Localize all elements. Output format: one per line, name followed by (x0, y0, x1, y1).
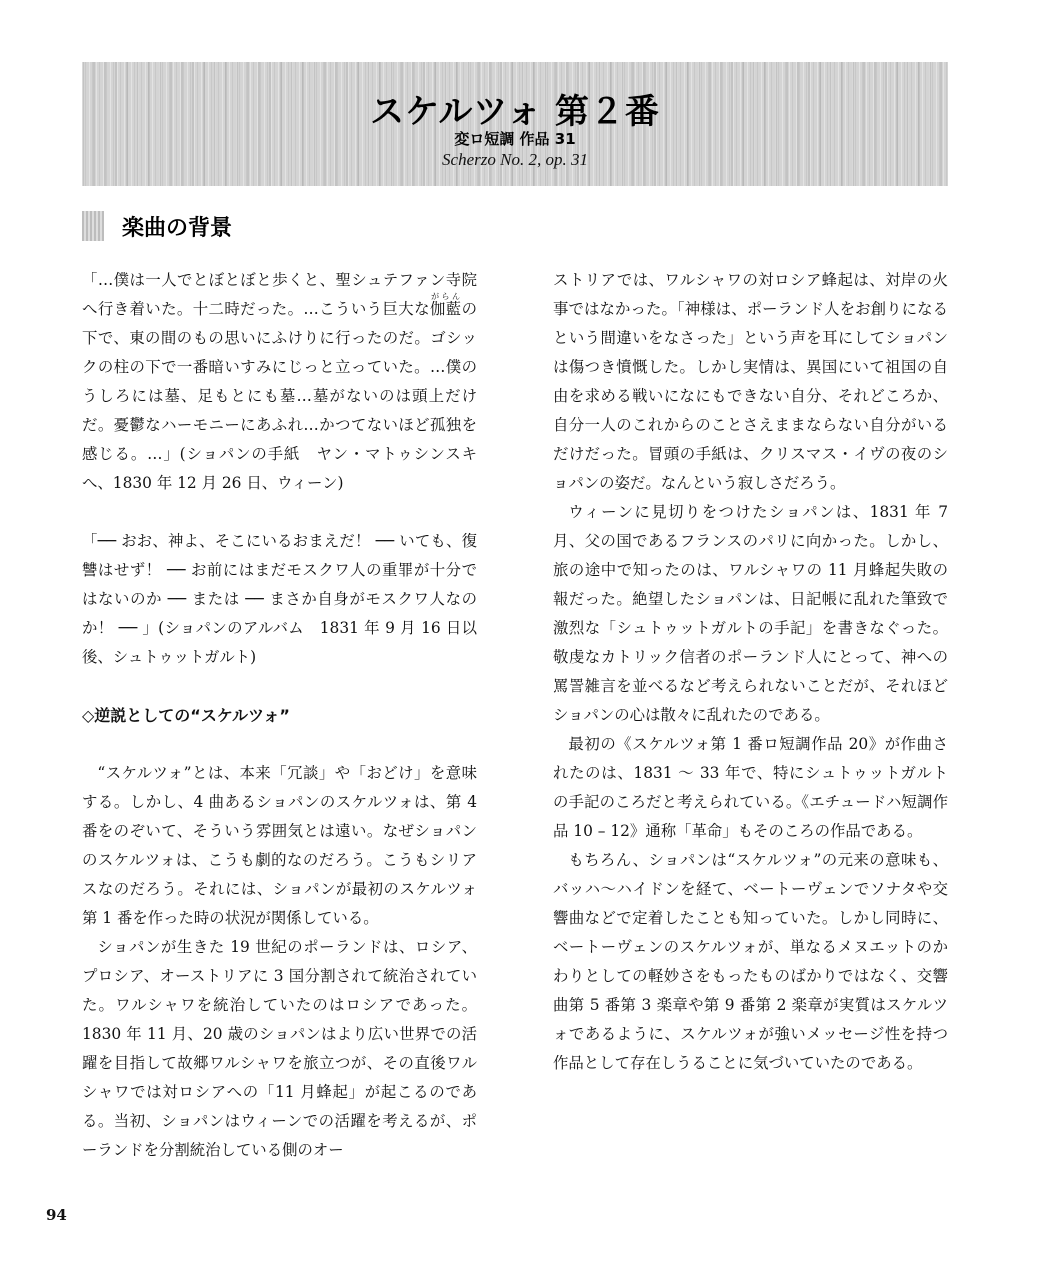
quote-letter-part2: の下で、東の間のもの思いにふけりに行ったのだ。ゴシックの柱の下で一番暗いすみにじっと立っていた。…僕のうしろには墓、足もとにも墓…墓がないのは頭上だけだ。憂鬱なハーモニーにあふれ…かつてないほど孤独を感じる。…」(ショパンの手紙 ヤン・マトゥシンスキへ、1830 年 12 月 26 日、ウィーン) (82, 300, 477, 492)
subtitle-japanese: 変ロ短調 作品 31 (454, 130, 576, 148)
left-column (82, 266, 477, 1165)
title-banner (82, 62, 948, 186)
paragraph: “スケルツォ”とは、本来「冗談」や「おどけ」を意味する。しかし、4 曲あるショパンのスケルツォは、第 4 番をのぞいて、そういう雰囲気とは遠い。なぜショパンのスケルツォは、こうも劇的なのだろう。こうもシリアスなのだろう。それには、ショパンが最初のスケルツォ第 1 番を作った時の状況が関係している。 (82, 764, 477, 927)
quote-album: 「── おお、神よ、そこにいるおまえだ！ ── いても、復讐はせず！ ── お前にはまだモスクワ人の重罪が十分ではないのか ── または ── まさか自身がモスクワ人なのか！ ── 」(ショパンのアルバム 1831 年 9 月 16 日以後、シュトゥットガルト) (82, 532, 477, 666)
paragraph: もちろん、ショパンは“スケルツォ”の元来の意味も、バッハ～ハイドンを経て、ベートーヴェンでソナタや交響曲などで定着したことも知っていた。しかし同時に、ベートーヴェンのスケルツォが、単なるメヌエットのかわりとしての軽妙さをもったものばかりではなく、交響曲第 5 番第 3 楽章や第 9 番第 2 楽章が実質はスケルツォであるように、スケルツォが強いメッセージ性を持つ作品として存在しうることに気づいていたのである。 (553, 851, 948, 1072)
section-heading (82, 210, 232, 242)
section-title: 楽曲の背景 (122, 215, 233, 241)
quote-letter-part1: 「…僕は一人でとぼとぼと歩くと、聖シュテファン寺院へ行き着いた。十二時だった。…こういう巨大な (82, 271, 477, 318)
quote-letter (82, 266, 477, 498)
subheading: ◇逆説としての“スケルツォ” (82, 706, 290, 725)
right-column (553, 266, 948, 1078)
section-marker (82, 211, 104, 241)
page-number: 94 (46, 1206, 67, 1224)
paragraph: ストリアでは、ワルシャワの対ロシア蜂起は、対岸の火事ではなかった。「神様は、ポーランド人をお創りになるという間違いをなさった」という声を耳にしてショパンは傷つき憤慨した。しかし実情は、異国にいて祖国の自由を求める戦いになにもできない自分、それどころか、自分一人のこれからのことさえままならない自分がいるだけだった。冒頭の手紙は、クリスマス・イヴの夜のショパンの姿だ。なんという寂しさだろう。 (553, 271, 948, 492)
paragraph: 最初の《スケルツォ第 1 番ロ短調作品 20》が作曲されたのは、1831 ～ 33 年で、特にシュトゥットガルトの手記のころだと考えられている。《エチュードハ短調作品 10 – 12》通称「革命」もそのころの作品である。 (553, 735, 948, 840)
ruby-base: 伽藍 (429, 300, 462, 318)
paragraph: ウィーンに見切りをつけたショパンは、1831 年 7 月、父の国であるフランスのパリに向かった。しかし、旅の途中で知ったのは、ワルシャワの 11 月蜂起失敗の報だった。絶望したショパンは、日記帳に乱れた筆致で激烈な「シュトゥットガルトの手記」を書きなぐった。敬虔なカトリック信者のポーランド人にとって、神への罵詈雑言を並べるなど考えられないことだが、それほどショパンの心は散々に乱れたのである。 (553, 503, 948, 724)
subtitle-english: Scherzo No. 2, op. 31 (442, 150, 588, 169)
ruby-word (429, 292, 462, 318)
ruby-reading: がらん (429, 292, 462, 301)
page-title: スケルツォ 第２番 (370, 92, 660, 132)
paragraph: ショパンが生きた 19 世紀のポーランドは、ロシア、プロシア、オーストリアに 3 国分割されて統治されていた。ワルシャワを統治していたのはロシアであった。1830 年 11 月、20 歳のショパンはより広い世界での活躍を目指して故郷ワルシャワを旅立つが、その直後ワルシャワでは対ロシアへの「11 月蜂起」が起こるのである。当初、ショパンはウィーンでの活躍を考えるが、ポーランドを分割統治している側のオー (82, 938, 477, 1159)
